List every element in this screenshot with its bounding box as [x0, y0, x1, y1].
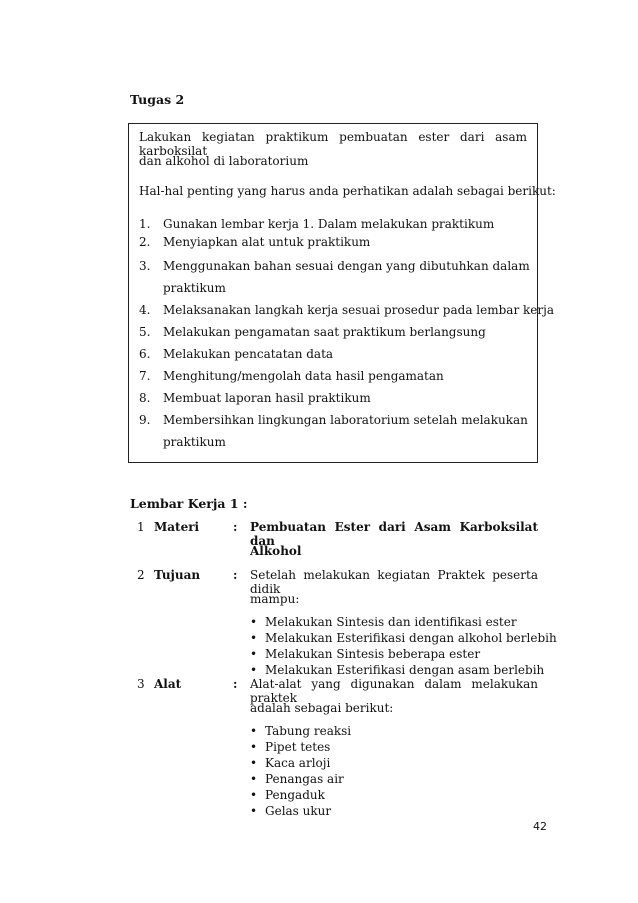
bullet-item: Kaca arloji: [265, 756, 331, 770]
lembar-kerja-title: Lembar Kerja 1 :: [130, 496, 248, 511]
row-text: Pembuatan Ester dari Asam Karboksilat dan: [250, 520, 538, 548]
task-item-text: Membersihkan lingkungan laboratorium setelah melakukan: [163, 413, 528, 427]
page-number: 42: [533, 820, 547, 833]
bullet-icon: •: [250, 724, 258, 738]
bullet-item: Melakukan Esterifikasi dengan alkohol berlebih: [265, 631, 557, 645]
bullet-item: Pipet tetes: [265, 740, 331, 754]
bullet-icon: •: [250, 788, 258, 802]
bullet-icon: •: [250, 631, 258, 645]
bullet-icon: •: [250, 804, 258, 818]
task-item-text: Menghitung/mengolah data hasil pengamatan: [163, 369, 444, 383]
task-item-text: Menyiapkan alat untuk praktikum: [163, 235, 371, 249]
row-number: 2: [137, 568, 145, 582]
row-label: Materi: [154, 520, 200, 534]
row-colon: :: [233, 677, 238, 691]
row-number: 1: [137, 520, 145, 534]
task-item-text: Membuat laporan hasil praktikum: [163, 391, 371, 405]
task-item-text-continued: praktikum: [163, 435, 226, 449]
bullet-icon: •: [250, 647, 258, 661]
bullet-icon: •: [250, 740, 258, 754]
bullet-icon: •: [250, 615, 258, 629]
row-text-continued: adalah sebagai berikut:: [250, 701, 394, 715]
row-label: Alat: [154, 677, 182, 691]
intro-line-1: Lakukan kegiatan praktikum pembuatan ester dari asam karboksilat: [139, 130, 527, 158]
bullet-item: Melakukan Sintesis beberapa ester: [265, 647, 481, 661]
task-item-number: 4.: [139, 303, 151, 317]
task-item-text: Gunakan lembar kerja 1. Dalam melakukan praktikum: [163, 217, 495, 231]
task-item-number: 2.: [139, 235, 151, 249]
task-item-number: 5.: [139, 325, 151, 339]
row-text-continued: Alkohol: [250, 544, 302, 558]
task-item-number: 6.: [139, 347, 151, 361]
task-item-text-continued: praktikum: [163, 281, 226, 295]
row-text: Setelah melakukan kegiatan Praktek peserta didik: [250, 568, 538, 596]
bullet-item: Pengaduk: [265, 788, 325, 802]
task-item-number: 3.: [139, 259, 151, 273]
bullet-item: Tabung reaksi: [265, 724, 352, 738]
row-text-continued: mampu:: [250, 592, 300, 606]
row-colon: :: [233, 520, 238, 534]
bullet-item: Melakukan Sintesis dan identifikasi ester: [265, 615, 517, 629]
task-item-number: 8.: [139, 391, 151, 405]
bullet-item: Melakukan Esterifikasi dengan asam berlebih: [265, 663, 545, 677]
bullet-icon: •: [250, 756, 258, 770]
row-colon: :: [233, 568, 238, 582]
bullet-icon: •: [250, 772, 258, 786]
task-item-text: Melakukan pencatatan data: [163, 347, 334, 361]
task-item-number: 9.: [139, 413, 151, 427]
tugas-title: Tugas 2: [130, 92, 185, 107]
task-item-text: Melaksanakan langkah kerja sesuai prosedur pada lembar kerja: [163, 303, 554, 317]
bullet-icon: •: [250, 663, 258, 677]
task-item-text: Melakukan pengamatan saat praktikum berlangsung: [163, 325, 486, 339]
row-text: Alat-alat yang digunakan dalam melakukan praktek: [250, 677, 538, 705]
task-box: [128, 123, 556, 463]
task-subtitle: Hal-hal penting yang harus anda perhatikan adalah sebagai berikut:: [139, 184, 556, 198]
intro-line-2: dan alkohol di laboratorium: [139, 154, 309, 168]
task-item-number: 1.: [139, 217, 151, 231]
task-item-number: 7.: [139, 369, 151, 383]
bullet-item: Penangas air: [265, 772, 344, 786]
row-label: Tujuan: [154, 568, 201, 582]
task-item-text: Menggunakan bahan sesuai dengan yang dibutuhkan dalam: [163, 259, 530, 273]
bullet-item: Gelas ukur: [265, 804, 332, 818]
row-number: 3: [137, 677, 145, 691]
